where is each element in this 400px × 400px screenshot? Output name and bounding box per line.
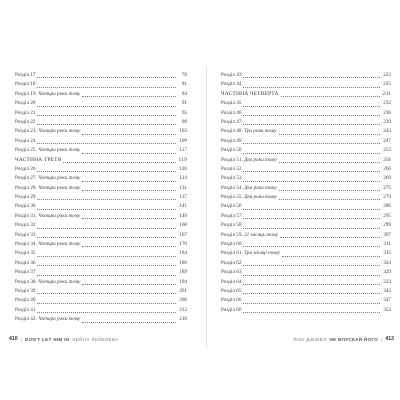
toc-entry-label	[221, 212, 241, 221]
toc-entry-title: Розділ 31.	[15, 212, 37, 219]
dot-leader	[243, 208, 380, 210]
toc-entry	[221, 99, 391, 108]
dot-leader	[82, 283, 176, 285]
toc-page-number: 184	[179, 250, 187, 257]
toc-entry	[15, 174, 187, 183]
dot-leader	[82, 189, 176, 191]
toc-entry-label	[221, 287, 241, 296]
toc-entry-title: ЧАСТИНА ЧЕТВЕРТА	[221, 90, 279, 97]
dot-leader	[37, 236, 176, 238]
toc-page-number: 170	[179, 241, 187, 248]
toc-page-number: 189	[179, 269, 187, 276]
toc-entry-title: Розділ 54.	[221, 184, 243, 191]
left-running-author: ЛЕЙЛА ЛЕЙКЛЕВА	[72, 336, 119, 342]
toc-entry	[221, 249, 391, 258]
dot-leader	[37, 105, 176, 107]
toc-entry-title: Розділ 44	[221, 81, 242, 88]
dot-leader	[243, 311, 380, 313]
dot-leader	[243, 114, 380, 116]
toc-entry-subtitle: Два роки тому	[244, 194, 277, 201]
toc-entry-label	[15, 99, 35, 108]
toc-entry-title: Розділ 63	[221, 269, 242, 276]
toc-entry-title: Розділ 41	[15, 306, 36, 313]
toc-entry	[221, 156, 391, 165]
toc-entry	[15, 165, 187, 174]
toc-entry-label	[221, 71, 241, 80]
toc-page-number: 117	[179, 147, 187, 154]
dot-leader	[243, 302, 380, 304]
toc-entry-label	[15, 174, 80, 183]
toc-page-number: 286	[383, 203, 391, 210]
dot-leader	[243, 217, 380, 219]
toc-entry-label	[15, 184, 80, 193]
toc-page-number: 167	[179, 231, 187, 238]
toc-entry-subtitle: Чотири роки тому	[38, 175, 81, 182]
toc-page-number: 120	[179, 165, 187, 172]
toc-entry	[221, 127, 391, 136]
toc-entry-title: Розділ 34.	[15, 241, 37, 248]
toc-entry-title: Розділ 17	[15, 71, 36, 78]
toc-entry-title: Розділ 66	[221, 306, 242, 313]
dot-leader	[243, 274, 380, 276]
toc-entry	[15, 109, 187, 118]
toc-page-number: 295	[383, 212, 391, 219]
toc-entry	[221, 118, 391, 127]
dot-leader	[280, 236, 380, 238]
toc-page-number: 307	[383, 231, 391, 238]
toc-entry-title: Розділ 38.	[15, 278, 37, 285]
toc-entry-title: Розділ 30	[15, 203, 36, 210]
toc-entry-label	[221, 137, 241, 146]
toc-entry-title: Розділ 25.	[15, 147, 37, 154]
toc-entry	[221, 165, 391, 174]
toc-entry	[15, 240, 187, 249]
toc-entry-label	[221, 184, 277, 193]
toc-list-right	[221, 71, 391, 315]
dot-leader	[243, 283, 380, 285]
toc-page-number: 222	[383, 71, 391, 78]
toc-entry	[221, 278, 391, 287]
toc-entry	[15, 231, 187, 240]
dot-leader	[37, 274, 176, 276]
toc-entry-label	[221, 174, 241, 183]
toc-entry-label	[221, 193, 277, 202]
toc-entry-title: Розділ 24	[15, 137, 36, 144]
right-running-title: НЕ ВПУСКАЙ ЙОГО	[329, 336, 379, 342]
toc-entry-label	[15, 137, 35, 146]
toc-page-number: 206	[179, 297, 187, 304]
toc-entry-label	[221, 156, 277, 165]
toc-page-number: 232	[383, 100, 391, 107]
toc-entry	[15, 296, 187, 305]
dot-leader	[243, 264, 380, 266]
toc-entry-label	[15, 221, 35, 230]
toc-entry-label	[15, 165, 35, 174]
toc-page-number: 137	[179, 194, 187, 201]
toc-entry-title: Розділ 50	[221, 147, 242, 154]
toc-entry-title: Розділ 47	[221, 118, 242, 125]
toc-entry-label	[221, 165, 241, 174]
dot-leader	[243, 292, 380, 294]
toc-part-heading	[221, 90, 391, 99]
toc-entry	[221, 174, 391, 183]
dot-leader	[243, 105, 380, 107]
toc-entry	[221, 193, 391, 202]
dot-leader	[37, 227, 176, 229]
toc-page-number: 266	[383, 165, 391, 172]
dot-leader	[243, 152, 380, 154]
toc-entry-label	[221, 296, 241, 305]
toc-entry-title: Розділ 32	[15, 222, 36, 229]
toc-page-number: 347	[383, 297, 391, 304]
dot-leader	[281, 95, 380, 97]
toc-entry-label	[15, 109, 35, 118]
dot-leader	[37, 114, 176, 116]
dot-leader	[243, 180, 380, 182]
toc-entry-title: Розділ 36	[15, 259, 36, 266]
toc-entry-title: Розділ 27.	[15, 175, 37, 182]
toc-entry	[15, 268, 187, 277]
toc-page-number: 299	[383, 222, 391, 229]
dot-leader	[279, 133, 380, 135]
toc-entry-title: Розділ 43	[221, 71, 242, 78]
toc-page-number: 216	[179, 316, 187, 323]
toc-entry-label	[15, 118, 35, 127]
toc-page-number: 269	[383, 175, 391, 182]
toc-entry	[15, 80, 187, 89]
toc-entry	[221, 137, 391, 146]
toc-entry	[15, 71, 187, 80]
dot-leader	[37, 198, 176, 200]
toc-page-number: 81	[181, 81, 187, 88]
toc-entry	[15, 212, 187, 221]
toc-page-number: 141	[179, 203, 187, 210]
toc-page-number: 253	[383, 147, 391, 154]
toc-entry-label	[221, 109, 241, 118]
dot-leader	[82, 152, 176, 154]
toc-entry	[15, 221, 187, 230]
toc-entry	[221, 231, 391, 240]
toc-entry	[15, 146, 187, 155]
toc-entry-title: ЧАСТИНА ТРЕТЯ	[15, 156, 62, 163]
dot-leader	[279, 189, 380, 191]
dot-leader	[243, 142, 380, 144]
dot-leader	[37, 142, 176, 144]
toc-page-number: 333	[383, 278, 391, 285]
toc-entry-label	[15, 202, 35, 211]
toc-entry	[221, 259, 391, 268]
toc-entry	[15, 315, 187, 324]
toc-entry-label	[221, 99, 241, 108]
footer-separator: |	[20, 336, 22, 342]
toc-entry-subtitle: Два роки тому	[244, 156, 277, 163]
toc-entry-label	[221, 306, 241, 315]
book-spread	[0, 66, 400, 348]
toc-entry-title: Розділ 55.	[221, 194, 243, 201]
dot-leader	[37, 86, 176, 88]
dot-leader	[37, 302, 176, 304]
toc-entry-title: Розділ 33	[15, 231, 36, 238]
toc-entry-title: Розділ 56	[221, 203, 242, 210]
toc-entry-label	[221, 231, 278, 240]
toc-entry-title: Розділ 23.	[15, 128, 37, 135]
toc-entry	[15, 249, 187, 258]
toc-entry-title: Розділ 59.	[221, 231, 243, 238]
right-running-author: ЛІЗА ДЖЮЕЛ	[293, 336, 327, 342]
toc-entry-subtitle: Чотири роки тому	[38, 278, 81, 285]
left-page	[7, 66, 200, 348]
toc-entry-label	[15, 193, 35, 202]
toc-page-number: 239	[383, 118, 391, 125]
dot-leader	[37, 255, 176, 257]
toc-entry-label	[15, 231, 35, 240]
toc-entry	[15, 259, 187, 268]
toc-entry-title: Розділ 35	[15, 250, 36, 257]
toc-page-number: 119	[178, 156, 187, 163]
toc-page-number: 91	[181, 100, 187, 107]
dot-leader	[37, 311, 176, 313]
toc-entry-title: Розділ 39	[15, 287, 36, 294]
toc-page-number: 236	[383, 109, 391, 116]
toc-entry-label	[15, 268, 35, 277]
toc-entry-subtitle: Чотири роки тому	[38, 212, 81, 219]
toc-entry-label	[15, 156, 61, 165]
right-page-number: 413	[385, 336, 394, 342]
dot-leader	[82, 133, 176, 135]
toc-entry-subtitle: Три місяці тому	[244, 250, 280, 257]
toc-entry	[15, 287, 187, 296]
toc-entry	[15, 193, 187, 202]
toc-entry-subtitle: 21 місяць тому	[244, 231, 279, 238]
toc-entry-label	[15, 80, 35, 89]
toc-entry-subtitle: Чотири роки тому	[38, 241, 81, 248]
toc-entry-title: Розділ 66	[221, 297, 242, 304]
toc-page-number: 353	[383, 306, 391, 313]
dot-leader	[243, 170, 380, 172]
toc-entry-label	[221, 118, 241, 127]
dot-leader	[82, 217, 176, 219]
toc-entry-label	[15, 249, 35, 258]
toc-entry	[221, 184, 391, 193]
toc-entry-title: Розділ 58	[221, 222, 242, 229]
toc-entry-subtitle: Чотири роки тому	[38, 184, 81, 191]
toc-page-number: 78	[181, 71, 187, 78]
dot-leader	[243, 123, 380, 125]
toc-entry	[15, 118, 187, 127]
toc-entry-title: Розділ 40	[15, 297, 36, 304]
toc-entry	[221, 212, 391, 221]
toc-entry-title: Розділ 49	[221, 137, 242, 144]
toc-entry-label	[15, 127, 80, 136]
toc-page-number: 231	[382, 90, 391, 97]
left-footer	[9, 336, 119, 342]
toc-entry-title: Розділ 45	[221, 100, 242, 107]
footer-separator: |	[381, 336, 383, 342]
dot-leader	[82, 321, 176, 323]
toc-page-number: 324	[383, 259, 391, 266]
toc-page-number: 201	[179, 287, 187, 294]
toc-entry-label	[221, 80, 241, 89]
toc-entry-label	[221, 221, 241, 230]
toc-list-left	[15, 71, 187, 325]
toc-entry-subtitle: Два роки тому	[244, 184, 277, 191]
toc-entry-label	[15, 240, 80, 249]
toc-entry-label	[15, 315, 80, 324]
toc-entry-title: Розділ 42.	[15, 316, 37, 323]
dot-leader	[37, 170, 176, 172]
toc-entry-title: Розділ 26	[15, 165, 36, 172]
toc-page-number: 186	[179, 259, 187, 266]
toc-entry-label	[221, 249, 280, 258]
toc-entry	[15, 90, 187, 99]
toc-entry-label	[15, 212, 80, 221]
toc-entry-title: Розділ 48.	[221, 128, 243, 135]
right-footer	[293, 336, 394, 342]
dot-leader	[37, 292, 176, 294]
dot-leader	[282, 255, 380, 257]
toc-entry	[221, 146, 391, 155]
toc-page-number: 315	[383, 250, 391, 257]
toc-entry-title: Розділ 52	[221, 165, 242, 172]
toc-entry-label	[221, 278, 241, 287]
toc-page-number: 95	[181, 109, 187, 116]
toc-entry	[221, 287, 391, 296]
toc-entry-label	[15, 306, 35, 315]
dot-leader	[63, 161, 176, 163]
toc-entry-title: Розділ 37	[15, 269, 36, 276]
toc-entry-subtitle: Чотири роки тому	[38, 90, 81, 97]
toc-page-number: 84	[181, 90, 187, 97]
toc-entry-title: Розділ 22	[15, 118, 36, 125]
toc-page-number: 98	[181, 118, 187, 125]
toc-entry-title: Розділ 18	[15, 81, 36, 88]
toc-entry-label	[221, 90, 279, 99]
toc-entry-label	[221, 146, 241, 155]
toc-entry	[221, 109, 391, 118]
toc-entry-subtitle: Три роки тому	[244, 128, 277, 135]
toc-part-heading	[15, 156, 187, 165]
dot-leader	[243, 245, 380, 247]
toc-entry-title: Розділ 53	[221, 175, 242, 182]
toc-entry-label	[15, 287, 35, 296]
toc-entry-subtitle: Чотири роки тому	[38, 316, 81, 323]
dot-leader	[82, 95, 176, 97]
toc-entry	[15, 99, 187, 108]
right-page	[206, 66, 398, 348]
toc-entry-label	[221, 202, 241, 211]
dot-leader	[37, 208, 176, 210]
toc-entry-title: Розділ 62	[221, 259, 242, 266]
toc-entry-label	[221, 259, 241, 268]
toc-entry-title: Розділ 46	[221, 109, 242, 116]
toc-entry-title: Розділ 61.	[221, 250, 243, 257]
toc-entry-label	[221, 127, 277, 136]
toc-page-number: 160	[179, 222, 187, 229]
toc-entry-label	[221, 268, 241, 277]
toc-entry	[221, 71, 391, 80]
toc-page-number: 109	[179, 137, 187, 144]
toc-page-number: 311	[383, 241, 391, 248]
toc-page-number: 343	[383, 287, 391, 294]
toc-entry-title: Розділ 21	[15, 109, 36, 116]
toc-entry	[15, 278, 187, 287]
toc-entry-subtitle: Чотири роки тому	[38, 147, 81, 154]
toc-entry-label	[15, 90, 80, 99]
toc-entry-title: Розділ 57	[221, 212, 242, 219]
dot-leader	[243, 76, 380, 78]
toc-entry-title: Розділ 51.	[221, 156, 243, 163]
toc-entry-title: Розділ 28.	[15, 184, 37, 191]
toc-entry-label	[15, 146, 80, 155]
dot-leader	[82, 180, 176, 182]
toc-entry-label	[15, 278, 80, 287]
toc-entry-title: Розділ 20	[15, 100, 36, 107]
toc-entry	[221, 296, 391, 305]
toc-page-number: 243	[383, 128, 391, 135]
toc-entry-title: Розділ 65	[221, 287, 242, 294]
toc-entry	[15, 202, 187, 211]
toc-entry-label	[15, 71, 35, 80]
toc-entry-title: Розділ 64	[221, 278, 242, 285]
dot-leader	[37, 123, 176, 125]
toc-entry-label	[15, 296, 35, 305]
dot-leader	[243, 227, 380, 229]
left-page-number: 410	[9, 336, 18, 342]
dot-leader	[279, 198, 380, 200]
toc-page-number: 148	[179, 212, 187, 219]
toc-page-number: 256	[383, 156, 391, 163]
toc-entry	[15, 127, 187, 136]
toc-entry-label	[221, 240, 241, 249]
toc-page-number: 279	[383, 194, 391, 201]
dot-leader	[279, 161, 380, 163]
left-running-title: DON'T LET HIM IN	[24, 336, 70, 342]
toc-entry-title: Розділ 29	[15, 194, 36, 201]
toc-page-number: 247	[383, 137, 391, 144]
toc-entry	[15, 184, 187, 193]
toc-page-number: 329	[383, 269, 391, 276]
dot-leader	[82, 245, 176, 247]
toc-entry	[221, 240, 391, 249]
toc-entry	[15, 306, 187, 315]
toc-page-number: 131	[179, 184, 187, 191]
toc-entry	[221, 306, 391, 315]
toc-page-number: 103	[179, 128, 187, 135]
toc-entry-title: Розділ 19.	[15, 90, 37, 97]
dot-leader	[37, 76, 176, 78]
dot-leader	[243, 86, 380, 88]
toc-entry	[221, 80, 391, 89]
toc-page-number: 124	[179, 175, 187, 182]
toc-entry-title: Розділ 60	[221, 241, 242, 248]
toc-entry	[221, 268, 391, 277]
toc-entry	[15, 137, 187, 146]
toc-page-number: 212	[179, 306, 187, 313]
toc-page-number: 225	[383, 81, 391, 88]
toc-page-number: 194	[179, 278, 187, 285]
toc-entry-subtitle: Чотири роки тому	[38, 128, 81, 135]
toc-entry	[221, 202, 391, 211]
toc-entry	[221, 221, 391, 230]
dot-leader	[37, 264, 176, 266]
toc-entry-label	[15, 259, 35, 268]
toc-page-number: 275	[383, 184, 391, 191]
